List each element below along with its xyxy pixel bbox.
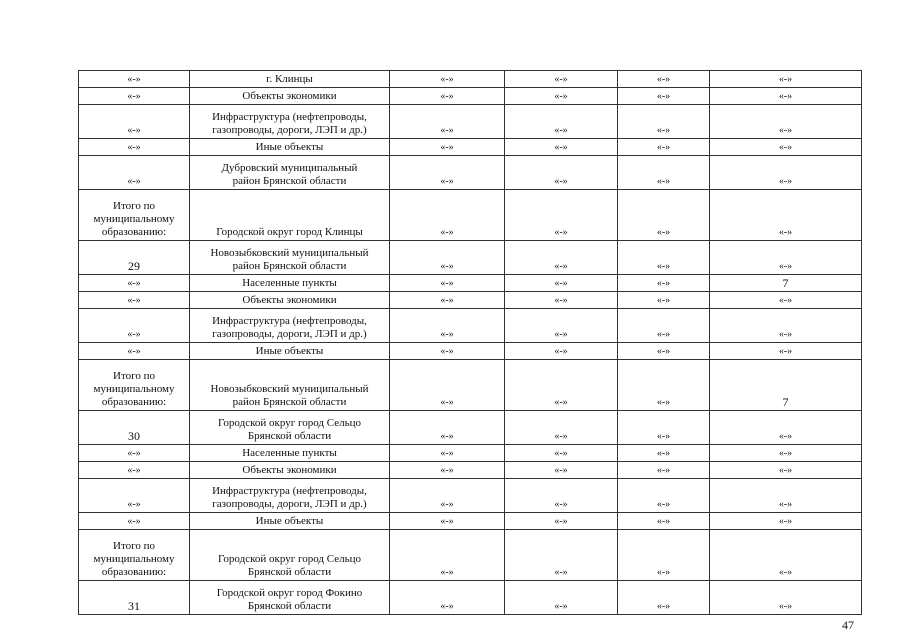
table-cell: 7 <box>710 360 862 411</box>
table-cell: «-» <box>505 88 618 105</box>
table-cell: «-» <box>618 139 710 156</box>
table-row <box>79 292 862 309</box>
table-cell: «-» <box>390 241 505 275</box>
table-cell: «-» <box>710 292 862 309</box>
table-cell: «-» <box>79 71 190 88</box>
table-cell: «-» <box>618 479 710 513</box>
table-cell: Объекты экономики <box>190 88 390 105</box>
table-cell: «-» <box>390 530 505 581</box>
table-row <box>79 411 862 445</box>
table-row <box>79 462 862 479</box>
table-cell: «-» <box>618 411 710 445</box>
table-cell: Городской округ город Сельцо Брянской области <box>190 411 390 445</box>
table-cell: Иные объекты <box>190 139 390 156</box>
table-row <box>79 241 862 275</box>
table-cell: «-» <box>505 343 618 360</box>
table-cell: «-» <box>505 139 618 156</box>
table-cell: «-» <box>710 462 862 479</box>
table-cell: «-» <box>505 411 618 445</box>
table-cell: «-» <box>390 156 505 190</box>
table-cell: «-» <box>505 360 618 411</box>
table-cell: «-» <box>505 292 618 309</box>
table-cell: «-» <box>710 411 862 445</box>
table-cell: «-» <box>618 292 710 309</box>
table-cell: «-» <box>618 445 710 462</box>
table-cell: Городской округ город Фокино Брянской области <box>190 581 390 615</box>
table-row <box>79 581 862 615</box>
table-cell: «-» <box>710 581 862 615</box>
table-cell: «-» <box>390 71 505 88</box>
table-cell: «-» <box>618 71 710 88</box>
table-cell: «-» <box>79 275 190 292</box>
table-cell: «-» <box>390 88 505 105</box>
table-cell: «-» <box>390 445 505 462</box>
table-cell: «-» <box>390 462 505 479</box>
table-cell: «-» <box>390 343 505 360</box>
table-row <box>79 88 862 105</box>
table-cell: «-» <box>390 139 505 156</box>
table-cell: Новозыбковский муниципальный район Брянской области <box>190 360 390 411</box>
table-cell: «-» <box>618 275 710 292</box>
table-cell: Инфраструктура (нефтепроводы, газопроводы, дороги, ЛЭП и др.) <box>190 309 390 343</box>
table-cell: 29 <box>79 241 190 275</box>
table-cell: «-» <box>710 105 862 139</box>
table-cell: «-» <box>710 156 862 190</box>
table-body <box>79 71 862 615</box>
table-cell: г. Клинцы <box>190 71 390 88</box>
table-cell: Населенные пункты <box>190 275 390 292</box>
table-cell: Объекты экономики <box>190 462 390 479</box>
table-cell: «-» <box>710 139 862 156</box>
table-cell: Инфраструктура (нефтепроводы, газопроводы, дороги, ЛЭП и др.) <box>190 105 390 139</box>
page-number: 47 <box>842 618 854 632</box>
table-cell: «-» <box>390 105 505 139</box>
table-cell: «-» <box>618 360 710 411</box>
table-cell: «-» <box>390 479 505 513</box>
table-cell: «-» <box>710 530 862 581</box>
table-cell: «-» <box>505 156 618 190</box>
table-row <box>79 139 862 156</box>
table-cell: «-» <box>505 309 618 343</box>
table-cell: «-» <box>710 343 862 360</box>
table-row <box>79 360 862 411</box>
table-cell: «-» <box>618 581 710 615</box>
table-cell: «-» <box>79 292 190 309</box>
table-cell: «-» <box>390 275 505 292</box>
table-cell: «-» <box>618 105 710 139</box>
table-cell: «-» <box>710 479 862 513</box>
table-cell: «-» <box>618 530 710 581</box>
table-cell: «-» <box>79 105 190 139</box>
table-cell: «-» <box>79 445 190 462</box>
table-cell: «-» <box>390 309 505 343</box>
table-cell: «-» <box>618 241 710 275</box>
table-cell: «-» <box>618 343 710 360</box>
table-cell: Иные объекты <box>190 343 390 360</box>
table-row <box>79 479 862 513</box>
table-row <box>79 156 862 190</box>
table-cell: Городской округ город Клинцы <box>190 190 390 241</box>
table-row <box>79 275 862 292</box>
table-cell: Инфраструктура (нефтепроводы, газопроводы, дороги, ЛЭП и др.) <box>190 479 390 513</box>
table-cell: «-» <box>390 360 505 411</box>
table-cell: 31 <box>79 581 190 615</box>
table-cell: «-» <box>710 309 862 343</box>
table-cell: 7 <box>710 275 862 292</box>
table-row <box>79 513 862 530</box>
table-cell: «-» <box>505 190 618 241</box>
table-cell: «-» <box>618 462 710 479</box>
table-row <box>79 343 862 360</box>
document-table <box>78 70 862 615</box>
table-row <box>79 309 862 343</box>
table-cell: «-» <box>618 88 710 105</box>
table-row <box>79 71 862 88</box>
table-cell: «-» <box>505 462 618 479</box>
table-cell: Иные объекты <box>190 513 390 530</box>
table-cell: «-» <box>710 513 862 530</box>
table-cell: «-» <box>710 190 862 241</box>
table-cell: Итого по муниципальному образованию: <box>79 530 190 581</box>
table-cell: Итого по муниципальному образованию: <box>79 190 190 241</box>
table-cell: «-» <box>390 581 505 615</box>
table-cell: «-» <box>79 88 190 105</box>
table-row <box>79 530 862 581</box>
table-cell: «-» <box>79 513 190 530</box>
table-cell: «-» <box>710 71 862 88</box>
table-cell: «-» <box>618 513 710 530</box>
table-cell: Объекты экономики <box>190 292 390 309</box>
table-cell: Населенные пункты <box>190 445 390 462</box>
table-cell: «-» <box>710 88 862 105</box>
table-cell: «-» <box>505 479 618 513</box>
table-row <box>79 105 862 139</box>
table-cell: «-» <box>710 241 862 275</box>
table-row <box>79 190 862 241</box>
table-cell: «-» <box>505 581 618 615</box>
table-cell: «-» <box>505 71 618 88</box>
table-cell: Дубровский муниципальный район Брянской области <box>190 156 390 190</box>
table-cell: «-» <box>710 445 862 462</box>
table-cell: «-» <box>618 156 710 190</box>
table-cell: «-» <box>390 190 505 241</box>
table-cell: «-» <box>505 513 618 530</box>
table-cell: «-» <box>618 309 710 343</box>
table-cell: «-» <box>505 241 618 275</box>
table-cell: «-» <box>79 343 190 360</box>
table-cell: «-» <box>505 275 618 292</box>
table-cell: Городской округ город Сельцо Брянской области <box>190 530 390 581</box>
table-cell: «-» <box>79 462 190 479</box>
table-cell: «-» <box>79 139 190 156</box>
table-cell: Новозыбковский муниципальный район Брянской области <box>190 241 390 275</box>
table-cell: «-» <box>390 411 505 445</box>
table-cell: «-» <box>505 530 618 581</box>
table-cell: «-» <box>79 479 190 513</box>
table-cell: «-» <box>390 513 505 530</box>
table-cell: Итого по муниципальному образованию: <box>79 360 190 411</box>
table-cell: 30 <box>79 411 190 445</box>
table-cell: «-» <box>618 190 710 241</box>
table-row <box>79 445 862 462</box>
table-cell: «-» <box>505 105 618 139</box>
table-cell: «-» <box>79 309 190 343</box>
table-cell: «-» <box>505 445 618 462</box>
table-cell: «-» <box>390 292 505 309</box>
table-cell: «-» <box>79 156 190 190</box>
